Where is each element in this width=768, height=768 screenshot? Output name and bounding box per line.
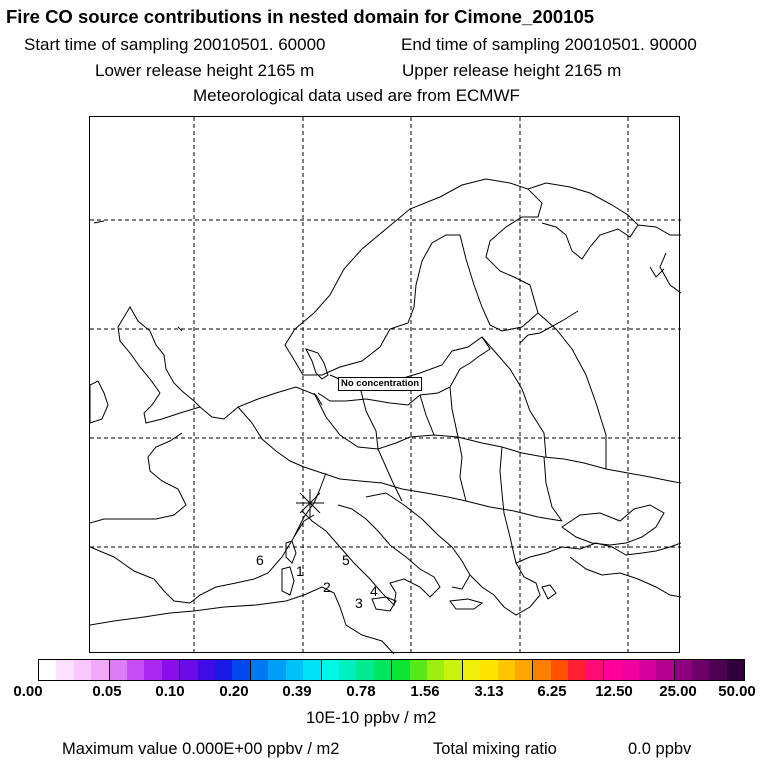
colorbar-segment (180, 660, 197, 680)
colorbar-units: 10E-10 ppbv / m2 (306, 709, 437, 727)
colorbar-segment (322, 660, 339, 680)
colorbar-segment (91, 660, 109, 680)
colorbar-segment (727, 660, 744, 680)
colorbar-segment (198, 660, 215, 680)
tick-label: 3.13 (474, 683, 504, 700)
colorbar-segment (656, 660, 674, 680)
region-label-6: 6 (256, 552, 264, 568)
tick-label: 0.20 (219, 683, 249, 700)
lower-release-height-label: Lower release height 2165 m (95, 61, 315, 80)
tick-label: 0.00 (13, 683, 43, 700)
end-time-label: End time of sampling 20010501. 90000 (401, 35, 697, 54)
colorbar-segment (286, 660, 303, 680)
colorbar-segment (568, 660, 585, 680)
colorbar-segment (56, 660, 73, 680)
tick-label: 50.00 (718, 683, 756, 700)
colorbar-segment (709, 660, 726, 680)
colorbar-segment (692, 660, 709, 680)
colorbar-segment (374, 660, 392, 680)
colorbar-segment (268, 660, 285, 680)
colorbar-segment (127, 660, 144, 680)
maximum-value-label: Maximum value 0.000E+00 ppbv / m2 (62, 740, 340, 758)
coastlines (90, 179, 681, 654)
region-label-5: 5 (342, 552, 350, 568)
colorbar-segment (144, 660, 161, 680)
region-label-1: 1 (296, 563, 304, 579)
tick-label: 6.25 (537, 683, 567, 700)
no-concentration-label: No concentration (338, 377, 422, 391)
plot-title: Fire CO source contributions in nested domain for Cimone_200105 (6, 6, 595, 27)
colorbar-segment (675, 660, 692, 680)
region-label-4: 4 (370, 583, 378, 599)
colorbar-segment (39, 660, 56, 680)
tick-label: 0.39 (282, 683, 312, 700)
tick-label: 0.78 (346, 683, 376, 700)
tick-label: 1.56 (410, 683, 440, 700)
met-data-label: Meteorological data used are from ECMWF (193, 86, 520, 105)
tick-label: 12.50 (595, 683, 633, 700)
total-mixing-ratio-label: Total mixing ratio (433, 740, 557, 758)
colorbar-segment (621, 660, 638, 680)
tick-label: 25.00 (659, 683, 697, 700)
colorbar-segment (551, 660, 568, 680)
colorbar-segment (480, 660, 497, 680)
colorbar-segment (232, 660, 250, 680)
colorbar-segment (356, 660, 373, 680)
colorbar-segment (162, 660, 180, 680)
total-mixing-ratio-value: 0.0 ppbv (628, 740, 692, 758)
colorbar-segment (586, 660, 604, 680)
colorbar-segment (110, 660, 127, 680)
receptor-star-icon (296, 489, 324, 517)
start-time-label: Start time of sampling 20010501. 60000 (24, 35, 326, 54)
region-label-2: 2 (323, 579, 331, 595)
colorbar-segment (444, 660, 462, 680)
colorbar-segment (604, 660, 621, 680)
tick-label: 0.05 (92, 683, 122, 700)
color-scale-bar (38, 659, 745, 681)
colorbar-segment (303, 660, 321, 680)
colorbar-segment (392, 660, 409, 680)
colorbar-segment (639, 660, 656, 680)
colorbar-segment (533, 660, 550, 680)
colorbar-segment (251, 660, 268, 680)
region-label-3: 3 (355, 595, 363, 611)
colorbar-segment (215, 660, 232, 680)
colorbar-segment (498, 660, 515, 680)
upper-release-height-label: Upper release height 2165 m (402, 61, 622, 80)
colorbar-segment (427, 660, 444, 680)
colorbar-segment (74, 660, 91, 680)
colorbar-segment (463, 660, 480, 680)
tick-label: 0.10 (155, 683, 185, 700)
colorbar-segment (515, 660, 533, 680)
colorbar-segment (410, 660, 427, 680)
colorbar-segment (339, 660, 356, 680)
